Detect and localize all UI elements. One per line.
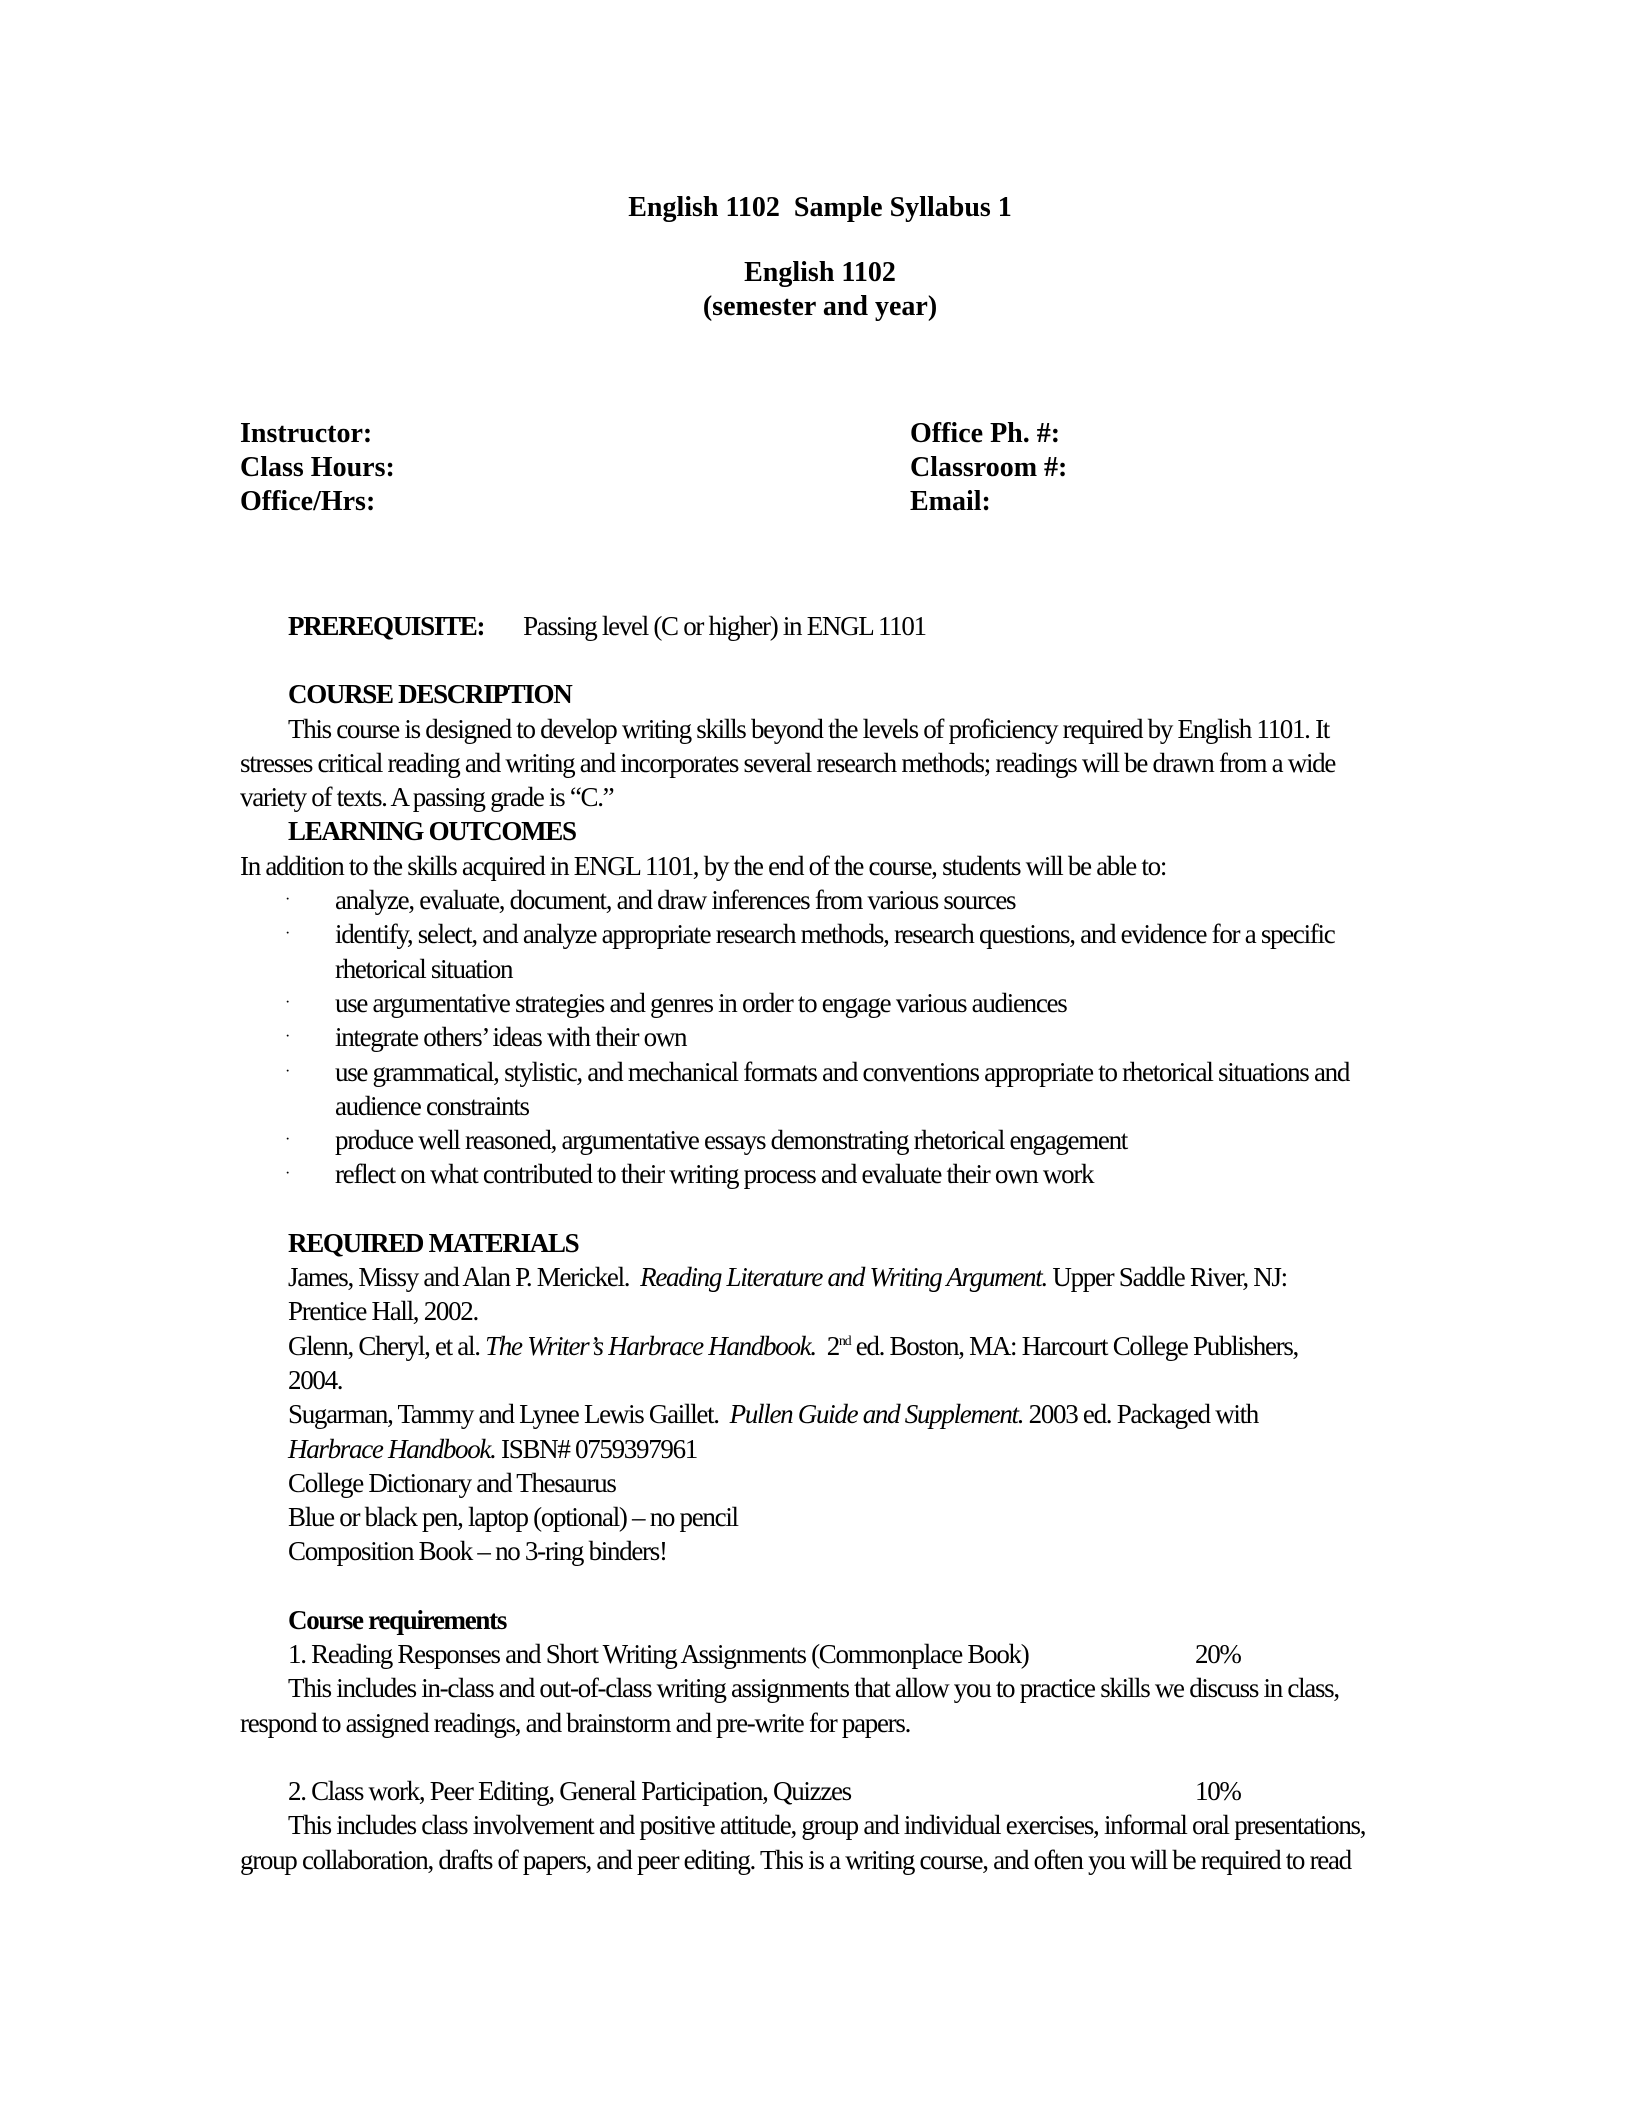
learning-outcomes-heading: LEARNING OUTCOMES (288, 816, 576, 847)
list-item: · integrate others’ ideas with their own (240, 1020, 1400, 1054)
bullet-icon: · (285, 993, 290, 1011)
material-item-cont: Prentice Hall, 2002. (288, 1296, 478, 1327)
material-item: Sugarman, Tammy and Lynee Lewis Gaillet. Pullen Guide and Supplement. 2003 ed. Packaged with (288, 1399, 1258, 1430)
material-item-cont: Harbrace Handbook. ISBN# 0759397961 (288, 1433, 697, 1464)
list-item: · analyze, evaluate, document, and draw inferences from various sources (240, 883, 1400, 917)
header-right (910, 417, 1067, 519)
office-hours-label: Office/Hrs: (240, 486, 376, 517)
prerequisite-text: Passing level (C or higher) in ENGL 1101 (523, 611, 926, 641)
course-description-line: This course is designed to develop writing skills beyond the levels of proficiency required by English 1101. It (288, 713, 1329, 744)
prerequisite (240, 609, 1400, 643)
material-item-cont: 2004. (288, 1364, 343, 1395)
requirement-desc: group collaboration, drafts of papers, and peer editing. This is a writing course, and often you will be required to read (240, 1844, 1351, 1875)
syllabus-body (240, 609, 1400, 1877)
material-item: College Dictionary and Thesaurus (288, 1467, 616, 1498)
bullet-icon: · (285, 925, 290, 943)
course-description-line: stresses critical reading and writing and incorporates several research methods; readings will be drawn from a wide (240, 747, 1336, 778)
list-item: · produce well reasoned, argumentative essays demonstrating rhetorical engagement (240, 1123, 1400, 1157)
bullet-icon: · (285, 1062, 290, 1080)
requirement-desc: This includes class involvement and positive attitude, group and individual exercises, informal oral presentations, (288, 1810, 1366, 1841)
office-phone-label: Office Ph. #: (910, 418, 1061, 449)
prerequisite-label: PREREQUISITE: (288, 611, 485, 641)
list-item: · use argumentative strategies and genres in order to engage various audiences (240, 986, 1400, 1020)
requirement-percent: 20% (1195, 1639, 1241, 1670)
course-description-heading: COURSE DESCRIPTION (288, 679, 572, 710)
list-item: · identify, select, and analyze appropriate research methods, research questions, and evidence for a specific rhetorical situation (285, 919, 1335, 984)
list-item: · use grammatical, stylistic, and mechanical formats and conventions appropriate to rhetorical situations and audience constraints (285, 1056, 1350, 1121)
requirement-percent: 10% (1195, 1775, 1241, 1806)
list-item: · reflect on what contributed to their writing process and evaluate their own work (240, 1157, 1400, 1191)
bullet-icon: · (285, 891, 290, 909)
document-title: English 1102 Sample Syllabus 1 (628, 192, 1012, 223)
instructor-label: Instructor: (240, 418, 373, 449)
material-item: Composition Book – no 3-ring binders! (288, 1536, 667, 1567)
bullet-icon: · (285, 1131, 290, 1149)
requirement-desc: respond to assigned readings, and brainstorm and pre-write for papers. (240, 1707, 911, 1738)
course-description-line: variety of texts. A passing grade is “C.” (240, 782, 614, 813)
requirement-item: 2. Class work, Peer Editing, General Participation, Quizzes 10% (240, 1774, 1400, 1808)
learning-outcomes-list (240, 883, 1400, 1192)
requirement-item: 1. Reading Responses and Short Writing Assignments (Commonplace Book) 20% (240, 1637, 1400, 1671)
material-item: Blue or black pen, laptop (optional) – no pencil (288, 1502, 738, 1533)
course-requirements-heading: Course requirements (288, 1604, 507, 1635)
classroom-label: Classroom #: (910, 452, 1068, 483)
term: (semester and year) (702, 291, 938, 322)
required-materials-heading: REQUIRED MATERIALS (288, 1227, 579, 1258)
bullet-icon: · (285, 1028, 290, 1046)
bullet-icon: · (285, 1165, 290, 1183)
header-left (240, 417, 395, 519)
material-item: James, Missy and Alan P. Merickel. Reading Literature and Writing Argument. Upper Saddle River, NJ: (288, 1262, 1287, 1293)
course-name: English 1102 (744, 257, 896, 288)
email-label: Email: (910, 486, 991, 517)
class-hours-label: Class Hours: (240, 452, 395, 483)
learning-outcomes-intro: In addition to the skills acquired in ENGL 1101, by the end of the course, students will be able to: (240, 850, 1167, 881)
requirement-desc: This includes in-class and out-of-class writing assignments that allow you to practice skills we discuss in class, (288, 1673, 1339, 1704)
material-item: Glenn, Cheryl, et al. The Writer’s Harbrace Handbook. 2nd ed. Boston, MA: Harcourt College Publishers, (288, 1330, 1298, 1361)
